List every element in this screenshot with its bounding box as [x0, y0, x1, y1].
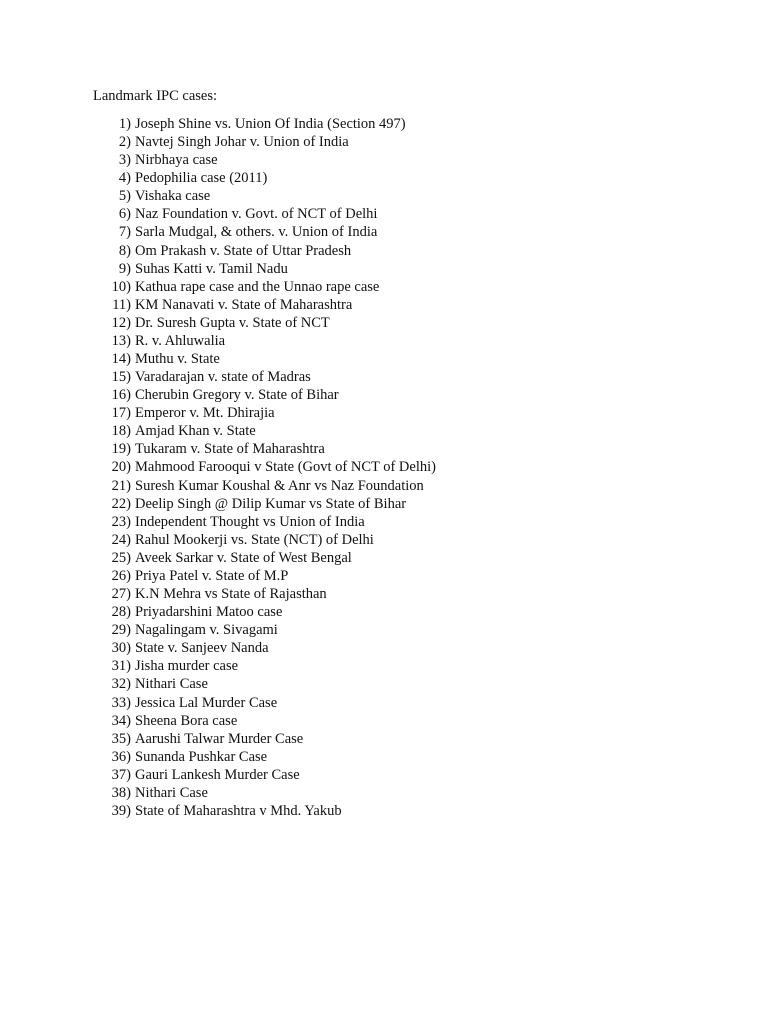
list-item-number: 16): [111, 387, 131, 404]
list-item-text: Sunanda Pushkar Case: [135, 748, 268, 765]
list-item: [100, 549, 436, 567]
list-item-number: 26): [111, 567, 131, 584]
list-item-number: 9): [118, 260, 131, 277]
list-item-text: Suhas Katti v. Tamil Nadu: [135, 260, 288, 277]
list-item-text: Nithari Case: [135, 784, 208, 801]
list-item-text: Priyadarshini Matoo case: [135, 604, 283, 621]
list-item: [100, 477, 436, 495]
list-item: [100, 458, 436, 476]
list-item: [100, 350, 436, 368]
list-item: [100, 567, 436, 585]
list-item-number: 31): [111, 658, 131, 675]
list-item-number: 34): [111, 712, 131, 729]
list-item-text: Sheena Bora case: [135, 712, 238, 729]
list-item: [100, 133, 436, 151]
list-item-text: Vishaka case: [135, 188, 211, 205]
list-item-text: Tukaram v. State of Maharashtra: [135, 441, 325, 458]
list-item-number: 6): [118, 206, 131, 223]
list-item: [100, 513, 436, 531]
list-item-number: 27): [111, 586, 131, 603]
list-item: [100, 223, 436, 241]
list-item-number: 35): [111, 730, 131, 747]
list-item-number: 2): [118, 134, 131, 151]
list-item: [100, 802, 436, 820]
list-item: [100, 296, 436, 314]
list-item-number: 39): [111, 802, 131, 819]
list-item-text: Cherubin Gregory v. State of Bihar: [135, 387, 339, 404]
list-item: [100, 187, 436, 205]
list-item-number: 38): [111, 784, 131, 801]
list-item: [100, 242, 436, 260]
list-item-text: Varadarajan v. state of Madras: [135, 369, 311, 386]
list-item: [100, 730, 436, 748]
list-item-text: Emperor v. Mt. Dhirajia: [135, 405, 275, 422]
list-item: [100, 694, 436, 712]
list-item: [100, 603, 436, 621]
list-item-number: 21): [111, 477, 131, 494]
list-item: [100, 260, 436, 278]
list-item-text: Priya Patel v. State of M.P: [135, 567, 289, 584]
list-item-number: 10): [111, 278, 131, 295]
list-item-number: 18): [111, 423, 131, 440]
list-item-text: K.N Mehra vs State of Rajasthan: [135, 586, 327, 603]
list-item-number: 7): [118, 224, 131, 241]
document-heading: Landmark IPC cases:: [93, 88, 218, 104]
list-item-text: Gauri Lankesh Murder Case: [135, 766, 300, 783]
list-item: [100, 440, 436, 458]
list-item-number: 33): [111, 694, 131, 711]
list-item-text: Pedophilia case (2011): [135, 170, 268, 187]
list-item: [100, 657, 436, 675]
list-item-text: KM Nanavati v. State of Maharashtra: [135, 296, 353, 313]
list-item-text: Suresh Kumar Koushal & Anr vs Naz Foundation: [135, 477, 424, 494]
list-item: [100, 386, 436, 404]
list-item-number: 28): [111, 604, 131, 621]
list-item: [100, 332, 436, 350]
list-item: [100, 422, 436, 440]
list-item-text: Amjad Khan v. State: [135, 423, 256, 440]
list-item-text: Dr. Suresh Gupta v. State of NCT: [135, 314, 330, 331]
list-item-number: 13): [111, 332, 131, 349]
list-item-number: 25): [111, 549, 131, 566]
list-item-text: State of Maharashtra v Mhd. Yakub: [135, 802, 342, 819]
list-item-number: 17): [111, 405, 131, 422]
list-item-text: Nagalingam v. Sivagami: [135, 622, 278, 639]
list-item-number: 15): [111, 369, 131, 386]
list-item-number: 14): [111, 351, 131, 368]
list-item-number: 3): [118, 152, 131, 169]
list-item-text: Kathua rape case and the Unnao rape case: [135, 278, 380, 295]
list-item-number: 36): [111, 748, 131, 765]
list-item-number: 1): [118, 116, 131, 132]
list-item-number: 32): [111, 676, 131, 693]
list-item-number: 20): [111, 459, 131, 476]
list-item: [100, 404, 436, 422]
list-item: [100, 766, 436, 784]
list-item-number: 11): [112, 296, 131, 313]
list-item-text: Om Prakash v. State of Uttar Pradesh: [135, 242, 352, 259]
list-item: [100, 639, 436, 657]
list-item-number: 23): [111, 513, 131, 530]
list-item-text: Mahmood Farooqui v State (Govt of NCT of Delhi): [135, 459, 436, 476]
list-item-text: Joseph Shine vs. Union Of India (Section 497): [135, 116, 406, 132]
list-item: [100, 621, 436, 639]
list-item-text: Naz Foundation v. Govt. of NCT of Delhi: [135, 206, 378, 223]
list-item-text: State v. Sanjeev Nanda: [135, 640, 269, 657]
list-item-number: 22): [111, 495, 131, 512]
case-list: [100, 115, 436, 820]
list-item-text: Aveek Sarkar v. State of West Bengal: [135, 549, 352, 566]
list-item-text: Muthu v. State: [135, 351, 220, 368]
list-item: [100, 115, 436, 133]
list-item: [100, 585, 436, 603]
list-item-number: 24): [111, 531, 131, 548]
list-item: [100, 675, 436, 693]
list-item-text: Independent Thought vs Union of India: [135, 513, 365, 530]
list-item-number: 29): [111, 622, 131, 639]
list-item: [100, 368, 436, 386]
list-item-text: Jessica Lal Murder Case: [135, 694, 278, 711]
list-item: [100, 314, 436, 332]
list-item-text: Deelip Singh @ Dilip Kumar vs State of Bihar: [135, 495, 407, 512]
list-item-number: 19): [111, 441, 131, 458]
list-item-text: Jisha murder case: [135, 658, 239, 675]
list-item-text: Sarla Mudgal, & others. v. Union of India: [135, 224, 378, 241]
list-item: [100, 205, 436, 223]
list-item-text: Rahul Mookerji vs. State (NCT) of Delhi: [135, 531, 374, 548]
list-item: [100, 712, 436, 730]
list-item-number: 8): [118, 242, 131, 259]
list-item-text: Nithari Case: [135, 676, 208, 693]
list-item: [100, 784, 436, 802]
list-item-text: Nirbhaya case: [135, 152, 218, 169]
list-item-number: 37): [111, 766, 131, 783]
list-item-text: Aarushi Talwar Murder Case: [135, 730, 304, 747]
list-item: [100, 748, 436, 766]
list-item: [100, 169, 436, 187]
list-item: [100, 278, 436, 296]
list-item-text: R. v. Ahluwalia: [135, 332, 226, 349]
list-item: [100, 531, 436, 549]
list-item-number: 30): [111, 640, 131, 657]
list-item-number: 12): [111, 314, 131, 331]
list-item: [100, 151, 436, 169]
list-item-text: Navtej Singh Johar v. Union of India: [135, 134, 349, 151]
list-item-number: 5): [118, 188, 131, 205]
list-item: [100, 495, 436, 513]
list-item-number: 4): [118, 170, 131, 187]
